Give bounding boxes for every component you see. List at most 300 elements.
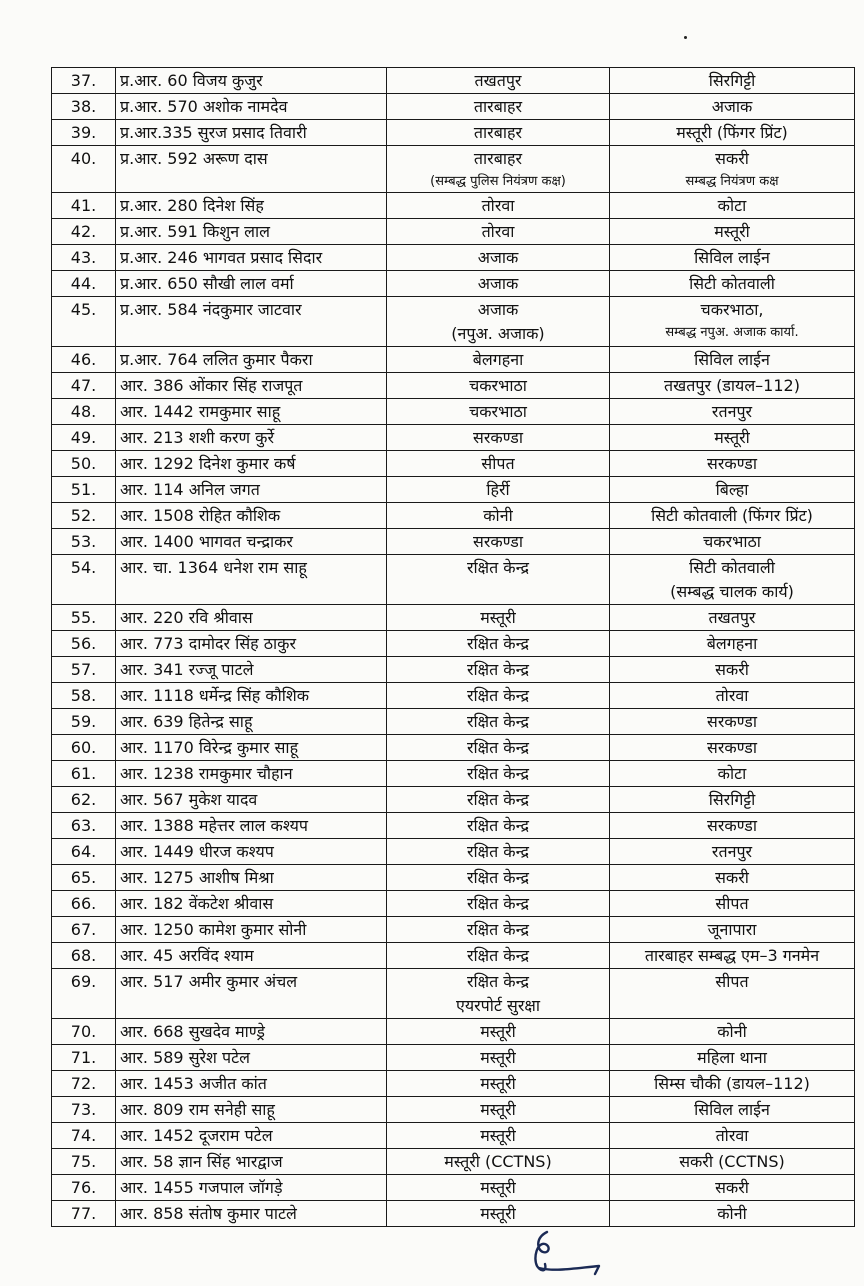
table-row bbox=[52, 219, 855, 245]
new-posting-cell bbox=[610, 839, 855, 865]
new-posting-cell bbox=[610, 683, 855, 709]
serial-number-cell bbox=[52, 219, 116, 245]
employee-name-cell bbox=[116, 1149, 387, 1175]
new-posting-cell bbox=[610, 865, 855, 891]
current-posting-cell-text: तारबाहर bbox=[473, 149, 523, 168]
serial-number-cell-text: 37. bbox=[70, 71, 97, 90]
current-posting-cell-text: सरकण्डा bbox=[473, 532, 523, 551]
serial-number-cell bbox=[52, 503, 116, 529]
new-posting-cell bbox=[610, 1097, 855, 1123]
table-row bbox=[52, 94, 855, 120]
new-posting-cell bbox=[610, 245, 855, 271]
serial-number-cell-text: 49. bbox=[70, 428, 97, 447]
table-row bbox=[52, 969, 855, 1019]
employee-name-cell bbox=[116, 399, 387, 425]
table-row bbox=[52, 891, 855, 917]
new-posting-cell bbox=[610, 425, 855, 451]
new-posting-cell bbox=[610, 193, 855, 219]
employee-name-cell bbox=[116, 451, 387, 477]
new-posting-cell bbox=[610, 969, 855, 1019]
new-posting-cell bbox=[610, 529, 855, 555]
serial-number-cell bbox=[52, 68, 116, 94]
serial-number-cell bbox=[52, 1097, 116, 1123]
table-row bbox=[52, 1201, 855, 1227]
table-row bbox=[52, 787, 855, 813]
current-posting-cell-text: अजाक bbox=[477, 300, 519, 319]
employee-name-cell bbox=[116, 1019, 387, 1045]
table-row bbox=[52, 657, 855, 683]
current-posting-cell-text: रक्षित केन्द्र bbox=[466, 868, 530, 887]
new-posting-cell bbox=[610, 735, 855, 761]
employee-name-cell bbox=[116, 839, 387, 865]
current-posting-cell bbox=[387, 943, 610, 969]
current-posting-cell-text: अजाक bbox=[477, 248, 519, 267]
new-posting-cell bbox=[610, 943, 855, 969]
current-posting-cell bbox=[387, 1071, 610, 1097]
new-posting-cell-note: (सम्बद्ध चालक कार्य) bbox=[670, 582, 794, 601]
current-posting-cell-text: अजाक bbox=[477, 274, 519, 293]
serial-number-cell-text: 77. bbox=[70, 1204, 97, 1223]
employee-name-cell bbox=[116, 373, 387, 399]
new-posting-cell-text: तखतपुर bbox=[708, 608, 756, 627]
serial-number-cell-text: 66. bbox=[70, 894, 97, 913]
serial-number-cell-text: 67. bbox=[70, 920, 97, 939]
new-posting-cell-text: रतनपुर bbox=[711, 402, 753, 421]
employee-name-cell-text: आर. 220 रवि श्रीवास bbox=[120, 608, 253, 627]
new-posting-cell-text: सिविल लाईन bbox=[694, 248, 770, 267]
new-posting-cell-text: जूनापारा bbox=[707, 920, 757, 939]
employee-name-cell-text: आर. 773 दामोदर सिंह ठाकुर bbox=[120, 634, 296, 653]
employee-name-cell bbox=[116, 969, 387, 1019]
serial-number-cell-text: 41. bbox=[70, 196, 97, 215]
current-posting-cell bbox=[387, 891, 610, 917]
current-posting-cell-text: रक्षित केन्द्र bbox=[466, 946, 530, 965]
employee-name-cell bbox=[116, 245, 387, 271]
serial-number-cell-text: 42. bbox=[70, 222, 97, 241]
new-posting-cell-text: सरकण्डा bbox=[707, 454, 757, 473]
new-posting-cell-text: सरकण्डा bbox=[707, 712, 757, 731]
employee-name-cell-text: आर. 517 अमीर कुमार अंचल bbox=[120, 972, 298, 991]
table-row bbox=[52, 373, 855, 399]
current-posting-cell bbox=[387, 839, 610, 865]
serial-number-cell bbox=[52, 969, 116, 1019]
current-posting-cell bbox=[387, 761, 610, 787]
current-posting-cell bbox=[387, 245, 610, 271]
new-posting-cell-text: सकरी bbox=[715, 660, 749, 679]
table-row bbox=[52, 297, 855, 347]
employee-name-cell bbox=[116, 1175, 387, 1201]
new-posting-cell bbox=[610, 917, 855, 943]
current-posting-cell bbox=[387, 605, 610, 631]
current-posting-cell bbox=[387, 631, 610, 657]
table-row bbox=[52, 839, 855, 865]
table-row bbox=[52, 735, 855, 761]
serial-number-cell bbox=[52, 146, 116, 193]
serial-number-cell bbox=[52, 529, 116, 555]
employee-name-cell bbox=[116, 1071, 387, 1097]
serial-number-cell bbox=[52, 373, 116, 399]
new-posting-cell-text: कोटा bbox=[717, 196, 747, 215]
employee-name-cell-text: आर. 1388 महेत्तर लाल कश्यप bbox=[120, 816, 309, 835]
serial-number-cell-text: 56. bbox=[70, 634, 97, 653]
employee-name-cell-text: प्र.आर. 246 भागवत प्रसाद सिदार bbox=[120, 248, 323, 267]
current-posting-cell-text: तखतपुर bbox=[474, 71, 522, 90]
serial-number-cell-text: 48. bbox=[70, 402, 97, 421]
employee-name-cell-text: आर. 639 हितेन्द्र साहू bbox=[120, 712, 253, 731]
employee-name-cell-text: आर. 858 संतोष कुमार पाटले bbox=[120, 1204, 297, 1223]
new-posting-cell-text: महिला थाना bbox=[697, 1048, 767, 1067]
new-posting-cell bbox=[610, 503, 855, 529]
table-row bbox=[52, 425, 855, 451]
current-posting-cell-text: रक्षित केन्द्र bbox=[466, 738, 530, 757]
transfer-table bbox=[51, 67, 855, 1227]
table-row bbox=[52, 347, 855, 373]
serial-number-cell bbox=[52, 193, 116, 219]
serial-number-cell bbox=[52, 891, 116, 917]
serial-number-cell bbox=[52, 1071, 116, 1097]
current-posting-cell-text: बेलगहना bbox=[472, 350, 524, 369]
serial-number-cell bbox=[52, 865, 116, 891]
new-posting-cell-text: तारबाहर सम्बद्ध एम–3 गनमेन bbox=[644, 946, 820, 965]
new-posting-cell bbox=[610, 94, 855, 120]
employee-name-cell-text: आर. 1455 गजपाल जॉगड़े bbox=[120, 1178, 283, 1197]
serial-number-cell bbox=[52, 839, 116, 865]
current-posting-cell bbox=[387, 271, 610, 297]
current-posting-cell bbox=[387, 146, 610, 193]
new-posting-cell bbox=[610, 657, 855, 683]
serial-number-cell bbox=[52, 1123, 116, 1149]
serial-number-cell-text: 68. bbox=[70, 946, 97, 965]
new-posting-cell bbox=[610, 271, 855, 297]
current-posting-cell bbox=[387, 813, 610, 839]
current-posting-cell-text: सीपत bbox=[481, 454, 515, 473]
serial-number-cell bbox=[52, 683, 116, 709]
current-posting-cell bbox=[387, 529, 610, 555]
serial-number-cell-text: 72. bbox=[70, 1074, 97, 1093]
table-row bbox=[52, 1071, 855, 1097]
table-row bbox=[52, 503, 855, 529]
new-posting-cell bbox=[610, 1019, 855, 1045]
current-posting-cell-text: रक्षित केन्द्र bbox=[466, 790, 530, 809]
new-posting-cell bbox=[610, 1149, 855, 1175]
current-posting-cell-text: चकरभाठा bbox=[469, 376, 527, 395]
new-posting-cell-note: सम्बद्ध नपुअ. अजाक कार्या. bbox=[665, 325, 799, 340]
employee-name-cell bbox=[116, 297, 387, 347]
new-posting-cell bbox=[610, 68, 855, 94]
employee-name-cell-text: आर. 1453 अजीत कांत bbox=[120, 1074, 267, 1093]
current-posting-cell bbox=[387, 68, 610, 94]
new-posting-cell bbox=[610, 399, 855, 425]
current-posting-cell bbox=[387, 969, 610, 1019]
table-row bbox=[52, 917, 855, 943]
serial-number-cell bbox=[52, 1201, 116, 1227]
serial-number-cell-text: 51. bbox=[70, 480, 97, 499]
new-posting-cell-text: सरकण्डा bbox=[707, 738, 757, 757]
employee-name-cell bbox=[116, 94, 387, 120]
current-posting-cell-text: तारबाहर bbox=[473, 123, 523, 142]
new-posting-cell-text: रतनपुर bbox=[711, 842, 753, 861]
new-posting-cell bbox=[610, 1123, 855, 1149]
table-row bbox=[52, 1123, 855, 1149]
table-row bbox=[52, 943, 855, 969]
new-posting-cell bbox=[610, 555, 855, 605]
table-row bbox=[52, 193, 855, 219]
employee-name-cell bbox=[116, 271, 387, 297]
employee-name-cell-text: प्र.आर. 280 दिनेश सिंह bbox=[120, 196, 264, 215]
table-row bbox=[52, 761, 855, 787]
new-posting-cell-text: सरकण्डा bbox=[707, 816, 757, 835]
current-posting-cell bbox=[387, 709, 610, 735]
serial-number-cell-text: 70. bbox=[70, 1022, 97, 1041]
current-posting-cell bbox=[387, 555, 610, 605]
new-posting-cell bbox=[610, 631, 855, 657]
employee-name-cell bbox=[116, 146, 387, 193]
current-posting-cell bbox=[387, 193, 610, 219]
table-row bbox=[52, 813, 855, 839]
table-row bbox=[52, 1097, 855, 1123]
employee-name-cell-text: प्र.आर. 592 अरूण दास bbox=[120, 149, 268, 168]
current-posting-cell-text: तोरवा bbox=[481, 222, 515, 241]
serial-number-cell bbox=[52, 94, 116, 120]
current-posting-cell-text: रक्षित केन्द्र bbox=[466, 842, 530, 861]
employee-name-cell-text: प्र.आर. 584 नंदकुमार जाटवार bbox=[120, 300, 302, 319]
current-posting-cell bbox=[387, 219, 610, 245]
new-posting-cell-text: कोनी bbox=[717, 1204, 747, 1223]
employee-name-cell-text: आर. 45 अरविंद श्याम bbox=[120, 946, 254, 965]
new-posting-cell-text: चकरभाठा, bbox=[700, 300, 764, 319]
new-posting-cell bbox=[610, 1175, 855, 1201]
employee-name-cell bbox=[116, 555, 387, 605]
new-posting-cell-text: सकरी bbox=[715, 1178, 749, 1197]
new-posting-cell bbox=[610, 146, 855, 193]
employee-name-cell bbox=[116, 891, 387, 917]
current-posting-cell-text: मस्तूरी bbox=[480, 1178, 516, 1197]
current-posting-cell bbox=[387, 373, 610, 399]
current-posting-cell bbox=[387, 683, 610, 709]
current-posting-cell-text: मस्तूरी bbox=[480, 1022, 516, 1041]
serial-number-cell-text: 45. bbox=[70, 300, 97, 319]
employee-name-cell-text: आर. 1400 भागवत चन्द्राकर bbox=[120, 532, 293, 551]
employee-name-cell-text: आर. 1442 रामकुमार साहू bbox=[120, 402, 281, 421]
table-row bbox=[52, 1175, 855, 1201]
new-posting-cell bbox=[610, 761, 855, 787]
current-posting-cell bbox=[387, 1045, 610, 1071]
employee-name-cell bbox=[116, 683, 387, 709]
serial-number-cell-text: 62. bbox=[70, 790, 97, 809]
employee-name-cell bbox=[116, 347, 387, 373]
table-row bbox=[52, 1019, 855, 1045]
new-posting-cell-text: सिम्स चौकी (डायल–112) bbox=[654, 1074, 810, 1093]
employee-name-cell bbox=[116, 68, 387, 94]
serial-number-cell bbox=[52, 709, 116, 735]
serial-number-cell bbox=[52, 917, 116, 943]
employee-name-cell-text: आर. 1452 दूजराम पटेल bbox=[120, 1126, 273, 1145]
serial-number-cell-text: 44. bbox=[70, 274, 97, 293]
employee-name-cell-text: आर. 567 मुकेश यादव bbox=[120, 790, 258, 809]
current-posting-cell-text: मस्तूरी bbox=[480, 1074, 516, 1093]
new-posting-cell-text: चकरभाठा bbox=[703, 532, 761, 551]
employee-name-cell-text: आर. 386 ओंकार सिंह राजपूत bbox=[120, 376, 303, 395]
serial-number-cell bbox=[52, 120, 116, 146]
table-row bbox=[52, 631, 855, 657]
serial-number-cell bbox=[52, 555, 116, 605]
serial-number-cell bbox=[52, 1019, 116, 1045]
serial-number-cell bbox=[52, 399, 116, 425]
new-posting-cell-text: सिविल लाईन bbox=[694, 350, 770, 369]
current-posting-cell-text: तोरवा bbox=[481, 196, 515, 215]
serial-number-cell bbox=[52, 1149, 116, 1175]
serial-number-cell bbox=[52, 425, 116, 451]
new-posting-cell bbox=[610, 1071, 855, 1097]
new-posting-cell-text: तखतपुर (डायल–112) bbox=[664, 376, 800, 395]
employee-name-cell-text: आर. 58 ज्ञान सिंह भारद्वाज bbox=[120, 1152, 283, 1171]
new-posting-cell-text: कोटा bbox=[717, 764, 747, 783]
current-posting-cell bbox=[387, 399, 610, 425]
employee-name-cell bbox=[116, 529, 387, 555]
new-posting-cell-text: सिरगिट्टी bbox=[708, 790, 756, 809]
current-posting-cell bbox=[387, 865, 610, 891]
serial-number-cell bbox=[52, 245, 116, 271]
employee-name-cell-text: आर. 1170 विरेन्द्र कुमार साहू bbox=[120, 738, 299, 757]
current-posting-cell-text: मस्तूरी bbox=[480, 608, 516, 627]
serial-number-cell bbox=[52, 477, 116, 503]
table-row bbox=[52, 120, 855, 146]
employee-name-cell-text: आर. 341 रज्जू पाटले bbox=[120, 660, 254, 679]
employee-name-cell bbox=[116, 813, 387, 839]
serial-number-cell-text: 55. bbox=[70, 608, 97, 627]
current-posting-cell-text: चकरभाठा bbox=[469, 402, 527, 421]
new-posting-cell bbox=[610, 1201, 855, 1227]
current-posting-cell bbox=[387, 1149, 610, 1175]
employee-name-cell bbox=[116, 193, 387, 219]
new-posting-cell bbox=[610, 813, 855, 839]
serial-number-cell-text: 38. bbox=[70, 97, 97, 116]
new-posting-cell-text: अजाक bbox=[711, 97, 753, 116]
new-posting-cell-text: सिटी कोतवाली (फिंगर प्रिंट) bbox=[651, 506, 813, 525]
employee-name-cell-text: प्र.आर. 650 सौखी लाल वर्मा bbox=[120, 274, 294, 293]
serial-number-cell-text: 58. bbox=[70, 686, 97, 705]
current-posting-cell-text: कोनी bbox=[483, 506, 513, 525]
handwritten-signature bbox=[525, 1228, 605, 1278]
current-posting-cell-note: एयरपोर्ट सुरक्षा bbox=[455, 996, 541, 1015]
serial-number-cell-text: 52. bbox=[70, 506, 97, 525]
table-row bbox=[52, 683, 855, 709]
new-posting-cell bbox=[610, 347, 855, 373]
current-posting-cell-text: मस्तूरी bbox=[480, 1048, 516, 1067]
current-posting-cell bbox=[387, 1097, 610, 1123]
employee-name-cell bbox=[116, 657, 387, 683]
table-row bbox=[52, 68, 855, 94]
new-posting-cell bbox=[610, 120, 855, 146]
table-row bbox=[52, 271, 855, 297]
new-posting-cell-text: तोरवा bbox=[715, 686, 749, 705]
serial-number-cell-text: 43. bbox=[70, 248, 97, 267]
employee-name-cell-text: प्र.आर.335 सुरज प्रसाद तिवारी bbox=[120, 123, 307, 142]
current-posting-cell bbox=[387, 425, 610, 451]
employee-name-cell-text: आर. 114 अनिल जगत bbox=[120, 480, 260, 499]
new-posting-cell-text: सकरी bbox=[715, 868, 749, 887]
current-posting-cell-text: तारबाहर bbox=[473, 97, 523, 116]
current-posting-cell-text: रक्षित केन्द्र bbox=[466, 686, 530, 705]
current-posting-cell-text: रक्षित केन्द्र bbox=[466, 634, 530, 653]
employee-name-cell-text: आर. 1118 धर्मेन्द्र सिंह कौशिक bbox=[120, 686, 310, 705]
current-posting-cell-text: मस्तूरी bbox=[480, 1126, 516, 1145]
current-posting-cell-text: रक्षित केन्द्र bbox=[466, 660, 530, 679]
current-posting-cell bbox=[387, 451, 610, 477]
current-posting-cell-text: सरकण्डा bbox=[473, 428, 523, 447]
new-posting-cell-text: कोनी bbox=[717, 1022, 747, 1041]
table-row bbox=[52, 605, 855, 631]
current-posting-cell-note: (सम्बद्ध पुलिस नियंत्रण कक्ष) bbox=[430, 174, 566, 189]
employee-name-cell bbox=[116, 631, 387, 657]
current-posting-cell bbox=[387, 120, 610, 146]
employee-name-cell bbox=[116, 735, 387, 761]
serial-number-cell-text: 60. bbox=[70, 738, 97, 757]
serial-number-cell bbox=[52, 735, 116, 761]
serial-number-cell bbox=[52, 297, 116, 347]
employee-name-cell bbox=[116, 709, 387, 735]
employee-name-cell bbox=[116, 605, 387, 631]
employee-name-cell-text: आर. 1508 रोहित कौशिक bbox=[120, 506, 281, 525]
current-posting-cell-text: मस्तूरी bbox=[480, 1204, 516, 1223]
serial-number-cell bbox=[52, 451, 116, 477]
new-posting-cell-note: सम्बद्ध नियंत्रण कक्ष bbox=[685, 174, 779, 189]
current-posting-cell-text: रक्षित केन्द्र bbox=[466, 894, 530, 913]
current-posting-cell bbox=[387, 787, 610, 813]
new-posting-cell bbox=[610, 787, 855, 813]
new-posting-cell-text: सकरी (CCTNS) bbox=[679, 1152, 785, 1171]
employee-name-cell bbox=[116, 425, 387, 451]
serial-number-cell-text: 47. bbox=[70, 376, 97, 395]
new-posting-cell bbox=[610, 891, 855, 917]
current-posting-cell bbox=[387, 1201, 610, 1227]
new-posting-cell bbox=[610, 219, 855, 245]
current-posting-cell-text: मस्तूरी bbox=[480, 1100, 516, 1119]
serial-number-cell-text: 50. bbox=[70, 454, 97, 473]
new-posting-cell-text: सिटी कोतवाली bbox=[689, 274, 775, 293]
employee-name-cell bbox=[116, 120, 387, 146]
employee-name-cell bbox=[116, 1123, 387, 1149]
new-posting-cell bbox=[610, 451, 855, 477]
employee-name-cell-text: आर. 1275 आशीष मिश्रा bbox=[120, 868, 274, 887]
employee-name-cell bbox=[116, 219, 387, 245]
current-posting-cell bbox=[387, 1175, 610, 1201]
serial-number-cell bbox=[52, 271, 116, 297]
table-row bbox=[52, 146, 855, 193]
new-posting-cell bbox=[610, 605, 855, 631]
employee-name-cell-text: प्र.आर. 764 ललित कुमार पैकरा bbox=[120, 350, 313, 369]
serial-number-cell bbox=[52, 943, 116, 969]
employee-name-cell bbox=[116, 787, 387, 813]
serial-number-cell-text: 75. bbox=[70, 1152, 97, 1171]
serial-number-cell-text: 46. bbox=[70, 350, 97, 369]
employee-name-cell bbox=[116, 1045, 387, 1071]
serial-number-cell-text: 64. bbox=[70, 842, 97, 861]
serial-number-cell-text: 39. bbox=[70, 123, 97, 142]
current-posting-cell-text: रक्षित केन्द्र bbox=[466, 712, 530, 731]
new-posting-cell-text: बिल्हा bbox=[715, 480, 749, 499]
current-posting-cell bbox=[387, 735, 610, 761]
employee-name-cell-text: आर. 1238 रामकुमार चौहान bbox=[120, 764, 293, 783]
serial-number-cell-text: 59. bbox=[70, 712, 97, 731]
serial-number-cell bbox=[52, 1175, 116, 1201]
serial-number-cell bbox=[52, 1045, 116, 1071]
employee-name-cell-text: प्र.आर. 591 किशुन लाल bbox=[120, 222, 271, 241]
serial-number-cell-text: 53. bbox=[70, 532, 97, 551]
new-posting-cell bbox=[610, 709, 855, 735]
serial-number-cell-text: 61. bbox=[70, 764, 97, 783]
new-posting-cell bbox=[610, 1045, 855, 1071]
